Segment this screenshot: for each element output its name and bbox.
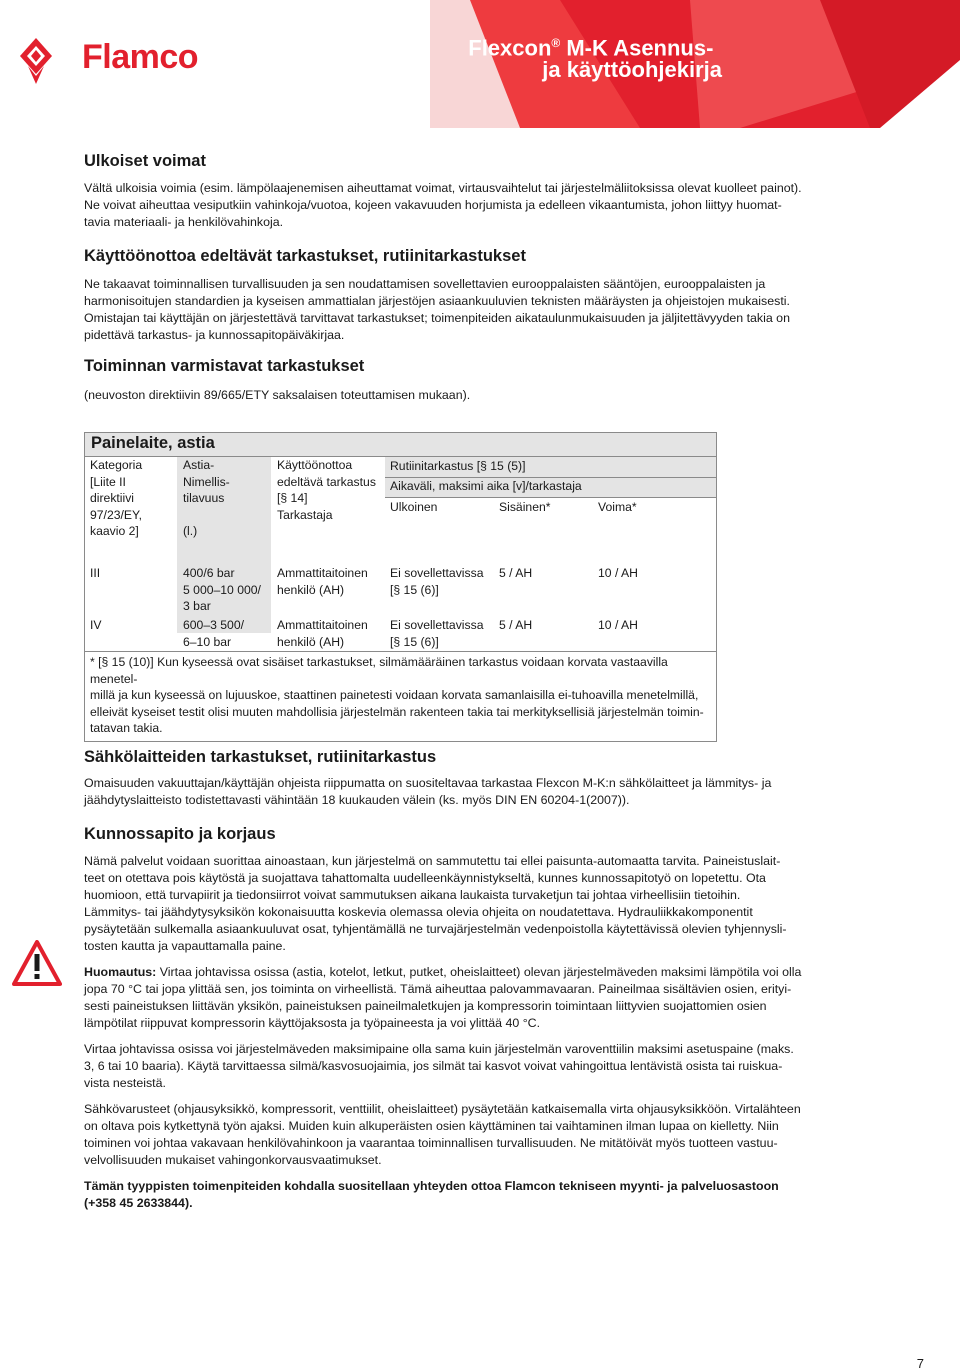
paragraph-contact: Tämän tyyppisten toimenpiteiden kohdalla suositellaan yhteyden ottoa Flamcon tekniseen myynti- ja palveluosastoon (+358 45 2633844). [84, 1179, 779, 1210]
page-number: 7 [916, 1356, 924, 1371]
paragraph: Ne takaavat toiminnallisen turvallisuuden ja sen noudattamisen sovellettavien eurooppalaisten sääntöjen, eurooppalaisten ja [84, 277, 766, 291]
header-kayttoonotto: Käyttöönottoa edeltävä tarkastus [§ 14] Tarkastaja [277, 458, 376, 522]
row-iii-voima: 10 / AH [598, 566, 638, 580]
header-aikavali: Aikaväli, maksimi aika [v]/tarkastaja [390, 479, 582, 493]
section-precommissioning-checks [84, 247, 876, 344]
row-iv-ulkoinen: Ei sovellettavissa [§ 15 (6)] [390, 618, 484, 649]
paragraph-intro: Nämä palvelut voidaan suorittaa ainoastaan, kun järjestelmä on sammutettu tai ellei paisunta-automaatta tarvita. Paineistuslait- teet on otettava pois käytöstä ja suojattava tahattomalta uudelleenkäynnistykseltä, kunnes kunnossapitotyö on lopetettu. Ota huomioon, että turvapiirit ja tiedonsiirrot voivat sammutuksen aikana laukaista turvaketjun tai johtaa virheellisiin tietoihin. Lämmitys- tai jäähdytysyksikön kokonaisuutta koskevia olemassa olevia ohjeita on noudatettava. Hydrauliikkakomponentit pysäytetään sulkemalla asiaankuuluvat osat, tyhjentämällä ne turvajärjestelmän vedenpoistolla käytettävissä olevien tyhjennysli- tosten kautta ja vapauttamalla paine. [84, 854, 787, 953]
paragraph: Omistajan tai käyttäjän on järjestettävä tarvittavat tarkastukset; toimenpiteiden aikataulunmukaisuuden ja jäljitettävyyden takia on [84, 311, 790, 325]
header-voima: Voima* [598, 500, 637, 514]
section-title: Käyttöönottoa edeltävät tarkastukset, rutiinitarkastukset [84, 247, 526, 265]
warning-triangle-icon [12, 940, 62, 986]
paragraph: pidettävä tarkastus- ja kunnossapitopäiväkirjaa. [84, 328, 345, 342]
row-iv-voima: 10 / AH [598, 618, 638, 632]
paragraph-warning: Huomautus: Virtaa johtavissa osissa (astia, kotelot, letkut, putket, oheislaitteet) olevan järjestelmäveden maksimi lämpötila voi olla jopa 70 °C tai jopa ylittää sen, jos toiminta on virheellistä. Tämä aiheuttaa palovammavaaran. Paineilmaa sisältävien osien, erityi- sesti paineistuksen liittävän yksikön, paineistuksen paineilmaletkujen ja kompressorin toimintaan liittyvien suojattomien osien lämpötilat riippuvat kompressorin käyttöjaksosta ja työpaineesta ja voi ylittää 40 °C. [84, 965, 802, 1030]
table-footnote: * [§ 15 (10)] Kun kyseessä ovat sisäiset tarkastukset, silmämääräinen tarkastus voidaan korvata vastaavilla menetel- millä ja kun kyseessä on lujuuskoe, staattinen painetesti voidaan korvata samanlaisilla ei-tuhoavilla menetelmillä, elleivät kyseiset testit olisi muuten mahdollisia järjestelmän rakenteen takia tai merkityksellisiä järjestelmän toimin- tatavan takia. [85, 651, 716, 741]
header-sisainen: Sisäinen* [499, 500, 551, 514]
section-external-forces [84, 152, 876, 231]
paragraph: jäähdytyslaitteisto todistettavasti vähintään 18 kuukauden välein (ks. myös DIN EN 60204-1(2007)). [84, 793, 630, 807]
page-header [0, 0, 960, 128]
section-maintenance [84, 825, 876, 1212]
paragraph: (neuvoston direktiivin 89/665/ETY saksalaisen toteuttamisen mukaan). [84, 388, 471, 402]
table-body [85, 457, 716, 649]
section-functional-checks [84, 357, 876, 404]
section-title: Kunnossapito ja korjaus [84, 825, 276, 843]
document-title: Flexcon® M-K Asennus- ja käyttöohjekirja [468, 35, 722, 83]
header-kategoria: Kategoria [Liite II direktiivi 97/23/EY, kaavio 2] [90, 458, 143, 538]
row-iii-astia: 400/6 bar 5 000–10 000/ 3 bar [183, 566, 261, 613]
paragraph: Omaisuuden vakuuttajan/käyttäjän ohjeista riippumatta on suositeltavaa tarkastaa Flexcon M-K:n sähkölaitteet ja lämmitys- ja [84, 776, 772, 790]
flamco-logo-icon [18, 36, 54, 86]
paragraph: harmonisoitujen standardien ja kyseisen ammattialan järjestöjen asiaankuuluvien teknisten määräysten ja ohjeistojen mukaisesti. [84, 294, 790, 308]
row-iii-tarkastaja: Ammattitaitoinen henkilö (AH) [277, 566, 368, 597]
paragraph: tavia materiaali- ja henkilövahinkoja. [84, 215, 284, 229]
header-astia: Astia- Nimellis- tilavuus (l.) [183, 458, 230, 538]
table-title: Painelaite, astia [85, 433, 716, 457]
pressure-vessel-table [84, 432, 717, 742]
row-iv-astia: 600–3 500/ 6–10 bar [183, 618, 244, 649]
header-rutiini: Rutiinitarkastus [§ 15 (5)] [390, 459, 526, 473]
row-iii-ulkoinen: Ei sovellettavissa [§ 15 (6)] [390, 566, 484, 597]
warning-label: Huomautus: [84, 965, 157, 979]
header-ulkoinen: Ulkoinen [390, 500, 438, 514]
paragraph: Ne voivat aiheuttaa vesiputkiin vahinkoja/vuotoa, kojeen vakavuuden horjumista ja edelleen vikaantumista, johon liittyy huomat- [84, 198, 782, 212]
section-title: Toiminnan varmistavat tarkastukset [84, 357, 365, 375]
row-iv-tarkastaja: Ammattitaitoinen henkilö (AH) [277, 618, 368, 649]
row-iii-kategoria: III [90, 566, 101, 580]
row-iv-kategoria: IV [90, 618, 102, 632]
divider [385, 497, 716, 498]
section-electrical-checks [84, 748, 876, 809]
section-title: Ulkoiset voimat [84, 152, 206, 170]
paragraph-pressure: Virtaa johtavissa osissa voi järjestelmäveden maksimipaine olla sama kuin järjestelmän varoventtiilin maksimi asetuspaine (maks. 3, 6 tai 10 baaria). Käytä tarvittaessa silmä/kasvosuojaimia, jos silmät tai kasvot voivat vahingoittua lentävistä osista tai ruiskua- vista nesteistä. [84, 1042, 794, 1090]
paragraph-electrical: Sähkövarusteet (ohjausyksikkö, kompressorit, venttiilit, oheislaitteet) pysäytetään katkaisemalla virta ohjausyksikköön. Virtalähteen on oltava pois kytkettynä työn ajaksi. Muiden kuin alkuperäisten osien käyttäminen tai vaihtaminen ilman lupaa on kielletty. Niin toiminen voi johtaa vakavaan henkilövahinkoon ja vaarantaa toiminnallisen turvallisuuden. Ne mitätöivät myös tuotteen vastuu- velvollisuuden mukaiset vahingonkorvausvaatimukset. [84, 1102, 801, 1167]
section-title: Sähkölaitteiden tarkastukset, rutiinitarkastus [84, 748, 437, 766]
brand-name: Flamco [82, 38, 199, 76]
paragraph: Vältä ulkoisia voimia (esim. lämpölaajenemisen aiheuttamat voimat, virtausvaihtelut tai järjestelmäliitoksissa olevat kuolleet painot). [84, 181, 802, 195]
row-iv-sisainen: 5 / AH [499, 618, 533, 632]
row-iii-sisainen: 5 / AH [499, 566, 533, 580]
